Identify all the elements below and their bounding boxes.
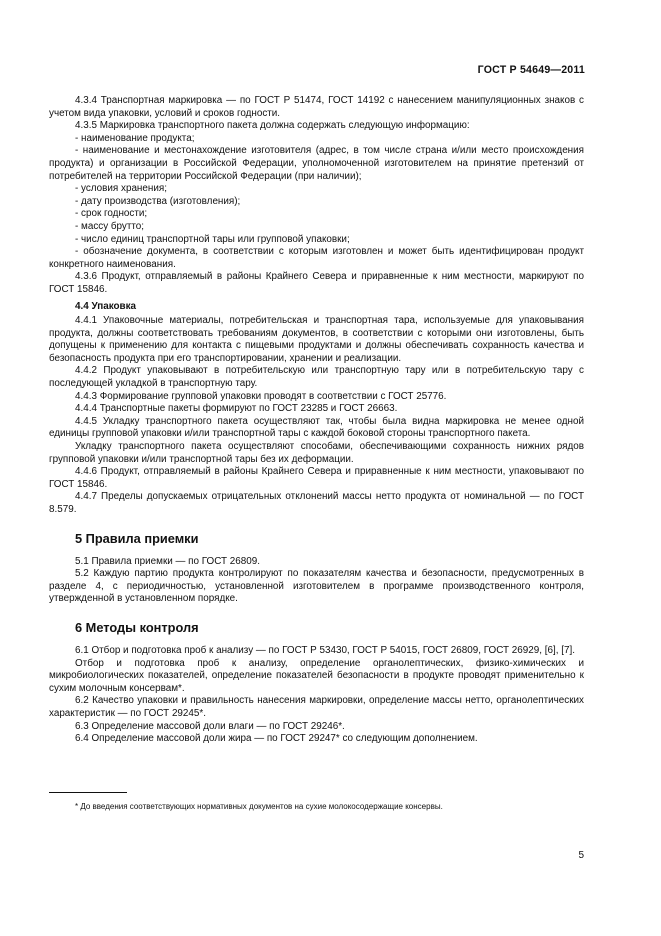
list-item: - срок годности;: [75, 208, 148, 220]
paragraph-4-3-5: 4.3.5 Маркировка транспортного пакета должна содержать следующую информацию:: [75, 120, 470, 132]
footnote-separator: [49, 792, 127, 793]
paragraph-5-1: 5.1 Правила приемки — по ГОСТ 26809.: [75, 555, 260, 567]
paragraph: Отбор и подготовка проб к анализу, определение органолептических, физико-химических и микробиологических показателей, определение показателей безопасности в продукте проводят применительно к сухим молочным консервам*.: [49, 657, 584, 694]
list-item: - наименование продукта;: [75, 132, 195, 144]
document-header: ГОСТ Р 54649—2011: [477, 64, 585, 76]
list-item: - наименование и местонахождение изготовителя (адрес, в том числе страна и/или место происхождения продукта) и организации в Российской Федерации, уполномоченной изготовителем на принятие претензий от потребителей на территории Российской Федерации (при наличии);: [49, 145, 584, 182]
paragraph-5-2: 5.2 Каждую партию продукта контролируют по показателям качества и безопасности, предусмотренных в разделе 4, с периодичностью, установленной изготовителем в программе производственного контроля, утвержденной в установленном порядке.: [49, 568, 584, 605]
list-item: - дату производства (изготовления);: [75, 195, 241, 207]
paragraph-4-4-5: 4.4.5 Укладку транспортного пакета осуществляют так, чтобы была видна маркировка не менее одной единицы групповой упаковки и/или транспортной тары с каждой боковой стороны транспортного пакета.: [49, 415, 584, 440]
paragraph-6-4: 6.4 Определение массовой доли жира — по ГОСТ 29247* со следующим дополнением.: [75, 733, 478, 745]
list-item: - условия хранения;: [75, 183, 167, 195]
paragraph-6-2: 6.2 Качество упаковки и правильность нанесения маркировки, определение массы нетто, органолептических характеристик — по ГОСТ 29245*.: [49, 695, 584, 719]
footnote: * До введения соответствующих нормативных документов на сухие молокосодержащие консервы.: [75, 802, 443, 811]
paragraph-4-4-1: 4.4.1 Упаковочные материалы, потребительская и транспортная тара, используемые для упаковывания продукта, должны соответствовать требованиям документов, в соответствии с которыми они изготовлены, быть допущены к применению для контакта с пищевыми продуктами и должны обеспечивать сохранность качества и безопасность продукта при его транспортировании, хранении и реализации.: [49, 315, 584, 364]
paragraph-4-4-4: 4.4.4 Транспортные пакеты формируют по ГОСТ 23285 и ГОСТ 26663.: [75, 403, 398, 415]
paragraph: Укладку транспортного пакета осуществляют способами, обеспечивающими сохранность нижних рядов групповой упаковки и/или транспортной тары без их деформации.: [49, 441, 584, 465]
paragraph-6-1: 6.1 Отбор и подготовка проб к анализу — по ГОСТ Р 53430, ГОСТ Р 54015, ГОСТ 26809, ГОСТ 26929, [6], [7].: [75, 644, 575, 656]
section-heading-5: 5 Правила приемки: [75, 530, 199, 546]
document-body: [49, 95, 584, 746]
paragraph-4-4-6: 4.4.6 Продукт, отправляемый в районы Крайнего Севера и приравненные к ним местности, упаковывают по ГОСТ 15846.: [49, 466, 584, 490]
list-item: - массу брутто;: [75, 220, 145, 232]
page-number: 5: [578, 850, 584, 861]
paragraph-4-4-2: 4.4.2 Продукт упаковывают в потребительскую или транспортную тару или в потребительскую тару с последующей укладкой в транспортную тару.: [49, 365, 584, 390]
section-heading-6: 6 Методы контроля: [75, 619, 199, 635]
paragraph-4-4-7: 4.4.7 Пределы допускаемых отрицательных отклонений массы нетто продукта от номинальной — по ГОСТ 8.579.: [49, 491, 584, 515]
list-item: - число единиц транспортной тары или групповой упаковки;: [75, 233, 350, 245]
subsection-heading-4-4: 4.4 Упаковка: [75, 300, 137, 312]
paragraph-4-3-6: 4.3.6 Продукт, отправляемый в районы Крайнего Севера и приравненные к ним местности, маркируют по ГОСТ 15846.: [49, 271, 584, 295]
list-item: - обозначение документа, в соответствии с которым изготовлен и может быть идентифицирован продукт конкретного наименования.: [49, 246, 584, 270]
paragraph-4-4-3: 4.4.3 Формирование групповой упаковки проводят в соответствии с ГОСТ 25776.: [75, 390, 447, 402]
paragraph-4-3-4: 4.3.4 Транспортная маркировка — по ГОСТ Р 51474, ГОСТ 14192 с нанесением манипуляционных знаков с учетом вида упаковки, условий и сроков годности.: [49, 95, 584, 119]
paragraph-6-3: 6.3 Определение массовой доли влаги — по ГОСТ 29246*.: [75, 720, 345, 732]
